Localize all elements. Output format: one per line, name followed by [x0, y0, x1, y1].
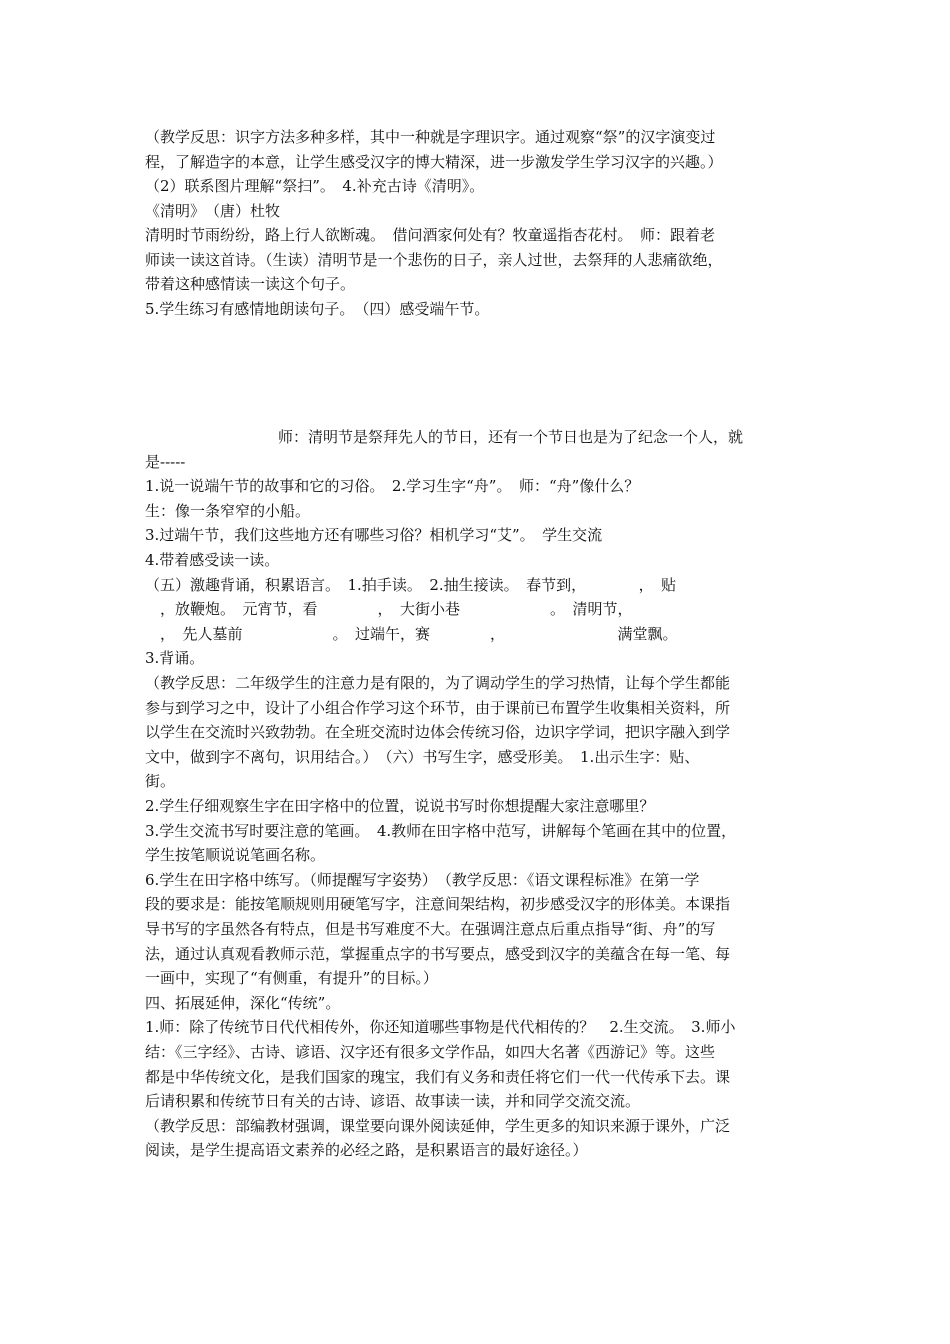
text-line: 街。: [145, 772, 176, 791]
text-line: 程，了解造字的本意，让学生感受汉字的博大精深，进一步激发学生学习汉字的兴趣。）: [145, 152, 723, 171]
text-line: 带着这种感情读一读这个句子。: [145, 275, 356, 293]
text-line: 以学生在交流时兴致勃勃。在全班交流时边体会传统习俗，边识字学词，把识字融入到学: [145, 723, 731, 742]
text-line: 结：《三字经》、古诗、谚语、汉字还有很多文学作品，如四大名著《西游记》等。这些: [145, 1043, 716, 1061]
text-line: 2.学生仔细观察生字在田字格中的位置，说说书写时你想提醒大家注意哪里？: [145, 797, 655, 815]
text-line: 文中，做到字不离句，识用结合。） （六）书写生字，感受形美。 1.出示生字：贴、: [145, 747, 700, 766]
text-line: 四、拓展延伸，深化“传统”。: [145, 993, 341, 1012]
text-line: 法，通过认真观看教师示范，掌握重点字的书写要点，感受到汉字的美蕴含在每一笔、每: [145, 944, 731, 963]
text-line: ， 先人墓前 。 过端午，赛 ， 满堂飘。: [145, 624, 678, 643]
text-line: 5.学生练习有感情地朗读句子。 （四）感受端午节。: [145, 299, 490, 318]
text-line: 1.师：除了传统节日代代相传外，你还知道哪些事物是代代相传的？ 2.生交流。 3.师小: [145, 1018, 736, 1037]
text-line: 4.带着感受读一读。: [145, 551, 280, 569]
text-line: （2）联系图片理解“祭扫”。 4.补充古诗《清明》。: [145, 177, 485, 195]
text-line: 是-----: [145, 452, 186, 471]
text-line: （教学反思：识字方法多种多样，其中一种就是字理识字。通过观察“祭”的汉字演变过: [145, 128, 716, 146]
text-line: 师读一读这首诗。（生读）清明节是一个悲伤的日子，亲人过世，去祭拜的人悲痛欲绝，: [145, 250, 723, 269]
text-line: 一画中，实现了“有侧重，有提升”的目标。）: [145, 969, 438, 988]
text-line: 都是中华传统文化，是我们国家的瑰宝，我们有义务和责任将它们一代一代传承下去。课: [145, 1067, 731, 1086]
text-line: 导书写的字虽然各有特点，但是书写难度不大。在强调注意点后重点指导“街、舟”的写: [145, 920, 716, 938]
text-line: 《清明》 （唐）杜牧: [145, 201, 281, 220]
text-line: （教学反思：二年级学生的注意力是有限的，为了调动学生的学习热情，让每个学生都能: [145, 674, 731, 692]
text-line: 生：像一条窄窄的小船。: [145, 501, 311, 520]
text-line: 6.学生在田字格中练写。（师提醒写字姿势） （教学反思：《语文课程标准》在第一学: [145, 870, 700, 889]
text-line: 学生按笔顺说说笔画名称。: [145, 846, 326, 865]
text-line: 清明时节雨纷纷，路上行人欲断魂。 借问酒家何处有？牧童遥指杏花村。 师：跟着老: [145, 226, 716, 244]
text-line: （五）激趣背诵，积累语言。 1.拍手读。 2.抽生接读。 春节到， ， 贴: [145, 575, 677, 594]
text-line: 师：清明节是祭拜先人的节日，还有一个节日也是为了纪念一个人，就: [278, 428, 744, 446]
text-line: 阅读，是学生提高语文素养的必经之路，是积累语言的最好途径。）: [145, 1141, 588, 1160]
text-line: （教学反思：部编教材强调，课堂要向课外阅读延伸，学生更多的知识来源于课外，广泛: [145, 1116, 731, 1135]
text-line: 1.说一说端午节的故事和它的习俗。 2.学习生字“舟”。 师：“舟”像什么？: [145, 477, 640, 496]
text-line: 参与到学习之中，设计了小组合作学习这个环节，由于课前已布置学生收集相关资料，所: [145, 698, 731, 717]
text-line: 3.过端午节，我们这些地方还有哪些习俗？相机学习“艾”。 学生交流: [145, 526, 603, 545]
text-line: 段的要求是：能按笔顺规则用硬笔写字，注意间架结构，初步感受汉字的形体美。本课指: [145, 895, 731, 914]
text-line: ，放鞭炮。 元宵节，看 ， 大街小巷 。 清明节，: [145, 600, 633, 619]
text-line: 3.学生交流书写时要注意的笔画。 4.教师在田字格中范写，讲解每个笔画在其中的位置，: [145, 821, 737, 840]
text-line: 后请积累和传统节日有关的古诗、谚语、故事读一读，并和同学交流交流。: [145, 1092, 641, 1111]
text-line: 3.背诵。: [145, 649, 205, 668]
